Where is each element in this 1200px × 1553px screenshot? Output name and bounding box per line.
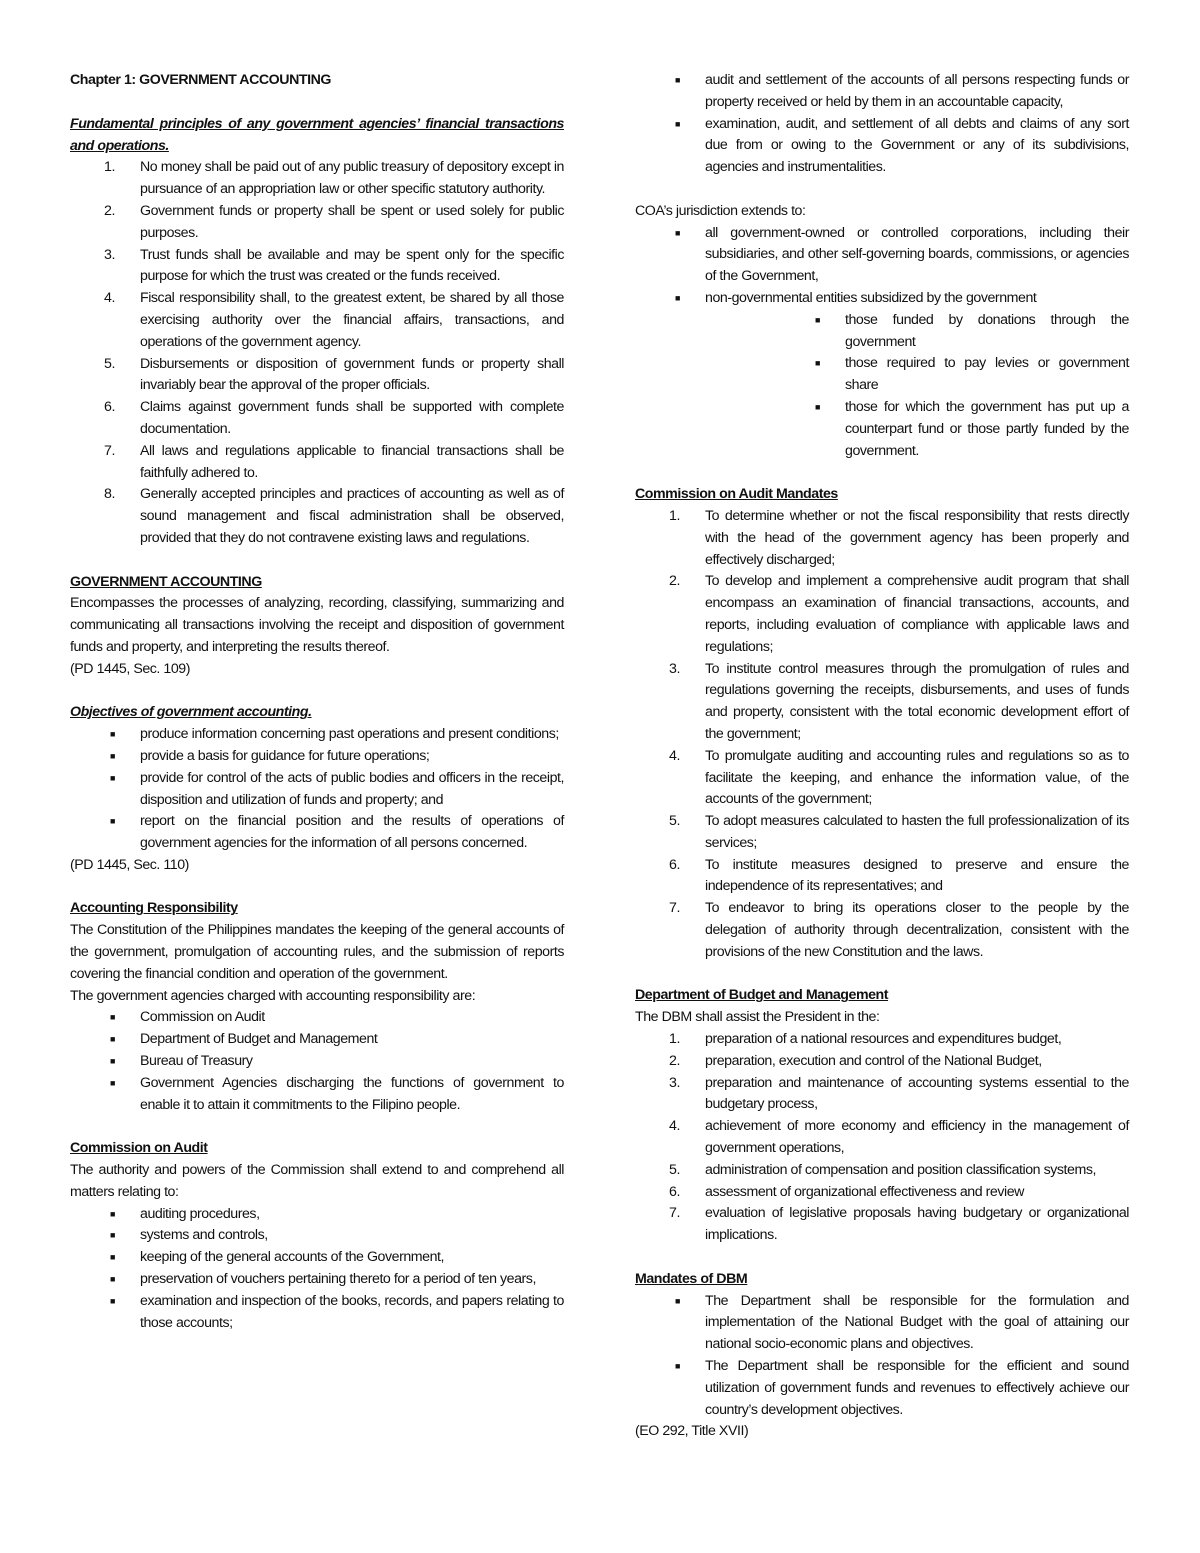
- coa-powers-list-cont: [635, 70, 1129, 179]
- list-item: 8. Generally accepted principles and practices of accounting as well as of sound management and fiscal administration shall be observed, provided that they do not contravene existing laws and regulations.: [104, 486, 564, 546]
- dbm-mandates-list: [635, 1291, 1129, 1422]
- list-item: ■ provide a basis for guidance for future operations;: [110, 747, 430, 764]
- list-item: 4. achievement of more economy and efficiency in the management of government operations,: [669, 1118, 1129, 1157]
- list-item: ■ The Department shall be responsible for the formulation and implementation of the National Budget with the goal of attaining our national socio-economic plans and objectives.: [675, 1292, 1129, 1353]
- list-item: ■ The Department shall be responsible for the efficient and sound utilization of government funds and revenues to effectively achieve our country’s development objectives.: [675, 1358, 1129, 1418]
- list-item: 3. Trust funds shall be available and may be spent only for the specific purpose for which the trust was created or the funds received.: [104, 246, 564, 285]
- list-item: 7. To endeavor to bring its operations closer to the people by the delegation of authority through decentralization, consistent with the provisions of the new Constitution and the laws.: [669, 900, 1129, 960]
- dbm-text: The DBM shall assist the President in the:: [635, 1009, 880, 1026]
- dbm-mandates-heading: Mandates of DBM: [635, 1270, 748, 1287]
- list-item: 7. All laws and regulations applicable to financial transactions shall be faithfully adhered to.: [104, 442, 564, 481]
- list-item: 5. Disbursements or disposition of government funds or property shall invariably bear the approval of the proper officials.: [104, 355, 564, 394]
- list-item: 2. Government funds or property shall be spent or used solely for public purposes.: [104, 202, 564, 241]
- coa-mandates-list: [635, 506, 1129, 964]
- coa-mandates-heading: Commission on Audit Mandates: [635, 486, 838, 503]
- list-item: ■ preservation of vouchers pertaining thereto for a period of ten years,: [110, 1271, 536, 1288]
- list-item: ■ Bureau of Treasury: [110, 1053, 253, 1070]
- objectives-heading: Objectives of government accounting.: [70, 704, 312, 721]
- chapter-title: Chapter 1: GOVERNMENT ACCOUNTING: [70, 72, 331, 88]
- principles-list: [70, 157, 564, 549]
- list-item: 5. To adopt measures calculated to hasten the full professionalization of its services;: [669, 813, 1129, 851]
- responsibility-text-2: The government agencies charged with accounting responsibility are:: [70, 987, 476, 1004]
- jurisdiction-sublist: [635, 310, 1129, 463]
- list-item: 7. evaluation of legislative proposals having budgetary or organizational implications.: [669, 1205, 1129, 1244]
- list-item: ■ report on the financial position and the results of operations of government agencies for the information of all persons concerned.: [110, 813, 564, 852]
- list-item: 1. No money shall be paid out of any public treasury of depository except in pursuance of an appropriation law or other specific statutory authority.: [104, 159, 564, 198]
- list-item: ■ Commission on Audit: [110, 1009, 265, 1026]
- list-item: ■ systems and controls,: [110, 1227, 268, 1244]
- list-item: 2. To develop and implement a comprehensive audit program that shall encompass an examination of financial transactions, accounts, and reports, including evaluation of compliance with applicable laws and regulations;: [669, 573, 1129, 655]
- dbm-heading: Department of Budget and Management: [635, 987, 889, 1004]
- list-item: 5. administration of compensation and position classification systems,: [669, 1161, 1096, 1178]
- list-item: 6. assessment of organizational effectiveness and review: [669, 1183, 1024, 1200]
- list-item: ■ those funded by donations through the government: [815, 311, 1129, 350]
- list-item: 4. Fiscal responsibility shall, to the greatest extent, be shared by all those exercising authority over the financial affairs, transactions, and operations of the government agency.: [104, 290, 564, 350]
- citation: (PD 1445, Sec. 109): [70, 660, 190, 677]
- coa-text: The authority and powers of the Commission shall extend to and comprehend all matters relating to:: [70, 1162, 564, 1200]
- list-item: ■ audit and settlement of the accounts of all persons respecting funds or property received or held by them in an accountable capacity,: [675, 72, 1129, 110]
- objectives-list: [70, 724, 564, 855]
- list-item: ■ auditing procedures,: [110, 1205, 260, 1222]
- left-column: [70, 70, 564, 1334]
- list-item: 6. Claims against government funds shall be supported with complete documentation.: [104, 399, 564, 437]
- list-item: ■ Government Agencies discharging the functions of government to enable it to attain it commitments to the Filipino people.: [110, 1074, 564, 1113]
- right-column: [635, 70, 1129, 1443]
- responsibility-heading: Accounting Responsibility: [70, 900, 238, 917]
- list-item: 6. To institute measures designed to preserve and ensure the independence of its representatives; and: [669, 856, 1129, 895]
- list-item: 3. To institute control measures through the promulgation of rules and regulations governing the receipts, disbursements, and uses of funds and property, consistent with the total economic development effort of the government;: [669, 660, 1129, 742]
- agencies-list: [70, 1007, 564, 1116]
- list-item: ■ produce information concerning past operations and present conditions;: [110, 726, 559, 743]
- citation: (PD 1445, Sec. 110): [70, 856, 189, 873]
- list-item: 2. preparation, execution and control of the National Budget,: [669, 1052, 1042, 1069]
- jurisdiction-list: [635, 223, 1129, 310]
- list-item: ■ examination and inspection of the books, records, and papers relating to those accounts;: [110, 1292, 564, 1331]
- principles-heading: Fundamental principles of any government agencies’ financial transactions and operations.: [70, 115, 564, 154]
- list-item: ■ those required to pay levies or government share: [815, 355, 1129, 394]
- list-item: ■ Department of Budget and Management: [110, 1031, 378, 1048]
- list-item: ■ keeping of the general accounts of the Government,: [110, 1249, 445, 1266]
- list-item: 1. To determine whether or not the fiscal responsibility that rests directly with the head of the government agency has been properly and effectively discharged;: [669, 507, 1129, 568]
- coa-heading: Commission on Audit: [70, 1140, 208, 1157]
- list-item: ■ examination, audit, and settlement of all debts and claims of any sort due from or owing to the Government or any of its subdivisions, agencies and instrumentalities.: [675, 115, 1129, 176]
- list-item: 3. preparation and maintenance of accounting systems essential to the budgetary process,: [669, 1074, 1129, 1113]
- list-item: ■ all government-owned or controlled corporations, including their subsidiaries, and other self-governing boards, commissions, or agencies of the Government,: [675, 224, 1129, 285]
- list-item: ■ provide for control of the acts of public bodies and officers in the receipt, disposition and utilization of funds and property; and: [110, 769, 564, 808]
- gov-accounting-text: Encompasses the processes of analyzing, recording, classifying, summarizing and communicating all transactions involving the receipt and disposition of government funds and property, and interpreting the results thereof.: [70, 595, 564, 655]
- list-item: 1. preparation of a national resources and expenditures budget,: [669, 1031, 1062, 1048]
- jurisdiction-text: COA’s jurisdiction extends to:: [635, 202, 806, 219]
- dbm-list: [635, 1029, 1129, 1247]
- citation: (EO 292, Title XVII): [635, 1423, 749, 1440]
- list-item: ■ those for which the government has put up a counterpart fund or those partly funded by the government.: [815, 398, 1129, 459]
- coa-powers-list: [70, 1204, 564, 1335]
- gov-accounting-heading: GOVERNMENT ACCOUNTING: [70, 573, 262, 590]
- list-item: ■ non-governmental entities subsidized by the government: [675, 289, 1037, 306]
- list-item: 4. To promulgate auditing and accounting rules and regulations so as to facilitate the keeping, and enhance the information value, of the accounts of the government;: [669, 747, 1129, 808]
- responsibility-text: The Constitution of the Philippines mandates the keeping of the general accounts of the government, promulgation of accounting rules, and the submission of reports covering the financial condition and operation of the government.: [70, 922, 564, 982]
